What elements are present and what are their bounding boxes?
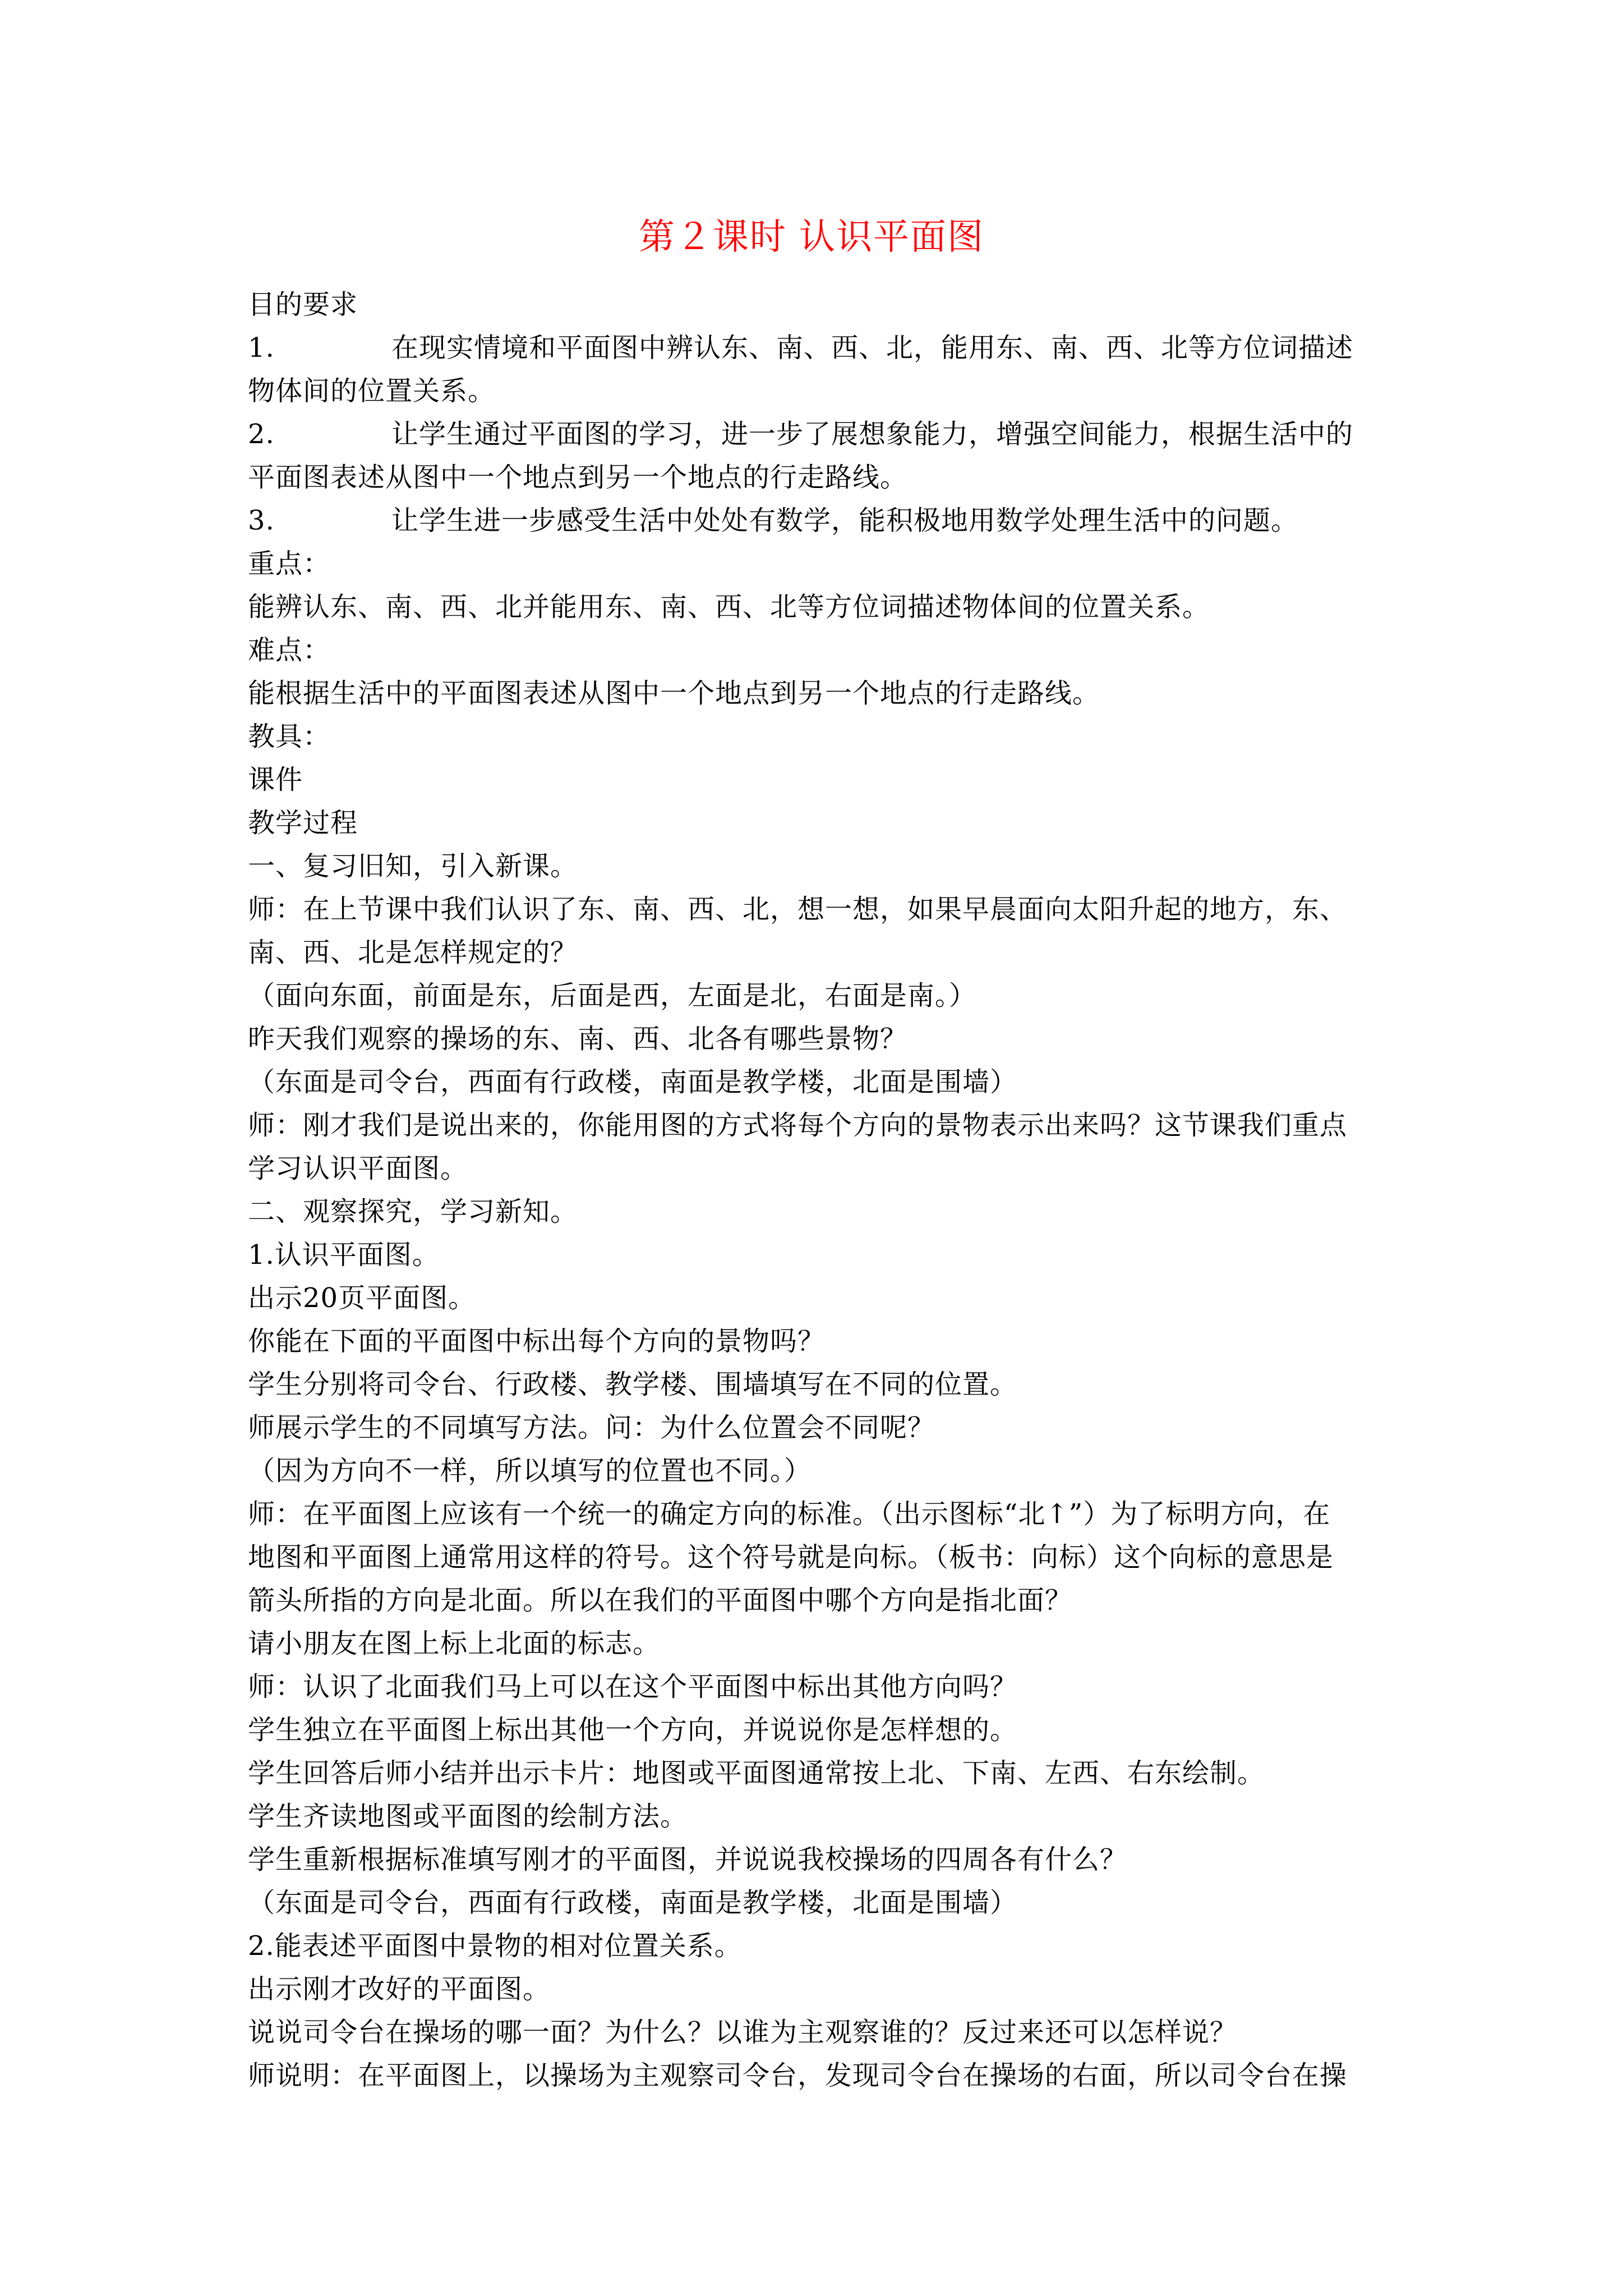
text-line: 师：在平面图上应该有一个统一的确定方向的标准。（出示图标“北↑”）为了标明方向，在	[248, 1498, 1331, 1530]
text-line: 能辨认东、南、西、北并能用东、南、西、北等方位词描述物体间的位置关系。	[248, 591, 1210, 623]
text-line: 出示20页平面图。	[248, 1282, 476, 1314]
text-line: 师：在上节课中我们认识了东、南、西、北，想一想，如果早晨面向太阳升起的地方，东、	[248, 894, 1348, 925]
list-text: 让学生进一步感受生活中处处有数学，能积极地用数学处理生活中的问题。	[391, 505, 1299, 536]
text-line: 学生齐读地图或平面图的绘制方法。	[248, 1801, 688, 1832]
text-line: 箭头所指的方向是北面。所以在我们的平面图中哪个方向是指北面？	[248, 1585, 1073, 1616]
text-line: 师说明：在平面图上，以操场为主观察司令台，发现司令台在操场的右面，所以司令台在操	[248, 2060, 1348, 2091]
text-line: （东面是司令台，西面有行政楼，南面是教学楼，北面是围墙）	[248, 1887, 1018, 1918]
list-number: 2.	[248, 418, 275, 450]
text-line: 学生独立在平面图上标出其他一个方向，并说说你是怎样想的。	[248, 1714, 1018, 1746]
text-line: 二、观察探究，学习新知。	[248, 1196, 578, 1227]
numbered-line	[248, 326, 1392, 370]
list-number: 3.	[248, 505, 275, 536]
text-line: 师：刚才我们是说出来的，你能用图的方式将每个方向的景物表示出来吗？这节课我们重点	[248, 1110, 1348, 1141]
text-line: 说说司令台在操场的哪一面？为什么？以谁为主观察谁的？反过来还可以怎样说？	[248, 2017, 1238, 2048]
text-line: 物体间的位置关系。	[248, 375, 496, 407]
text-line: 学生回答后师小结并出示卡片：地图或平面图通常按上北、下南、左西、右东绘制。	[248, 1757, 1265, 1789]
text-line: （东面是司令台，西面有行政楼，南面是教学楼，北面是围墙）	[248, 1066, 1018, 1098]
text-line: 地图和平面图上通常用这样的符号。这个符号就是向标。（板书：向标）这个向标的意思是	[248, 1542, 1334, 1573]
numbered-line	[248, 413, 1392, 456]
text-line: 学习认识平面图。	[248, 1153, 468, 1184]
text-line: 课件	[248, 764, 303, 795]
text-line: 目的要求	[248, 289, 358, 320]
numbered-line	[248, 499, 1392, 542]
text-line: 一、复习旧知，引入新课。	[248, 850, 578, 882]
text-line: 学生分别将司令台、行政楼、教学楼、围墙填写在不同的位置。	[248, 1369, 1018, 1400]
text-line: （面向东面，前面是东，后面是西，左面是北，右面是南。）	[248, 980, 977, 1011]
text-line: 难点：	[248, 634, 331, 666]
text-line: （因为方向不一样，所以填写的位置也不同。）	[248, 1455, 812, 1487]
document-title: 第２课时 认识平面图	[638, 217, 985, 258]
text-line: 你能在下面的平面图中标出每个方向的景物吗？	[248, 1326, 826, 1357]
text-line: 南、西、北是怎样规定的？	[248, 937, 578, 968]
text-line: 能根据生活中的平面图表述从图中一个地点到另一个地点的行走路线。	[248, 678, 1100, 709]
text-line: 1.认识平面图。	[248, 1239, 440, 1271]
list-number: 1.	[248, 332, 275, 364]
text-line: 重点：	[248, 548, 331, 579]
text-line: 师展示学生的不同填写方法。问：为什么位置会不同呢？	[248, 1412, 935, 1443]
text-line: 出示刚才改好的平面图。	[248, 1973, 551, 2005]
list-text: 让学生通过平面图的学习，进一步了展想象能力，增强空间能力，根据生活中的	[391, 418, 1354, 450]
text-line: 2.能表述平面图中景物的相对位置关系。	[248, 1930, 742, 1962]
list-text: 在现实情境和平面图中辨认东、南、西、北，能用东、南、西、北等方位词描述	[391, 332, 1354, 364]
text-line: 师：认识了北面我们马上可以在这个平面图中标出其他方向吗？	[248, 1671, 1018, 1703]
text-line: 教具：	[248, 721, 331, 752]
text-line: 请小朋友在图上标上北面的标志。	[248, 1628, 661, 1659]
text-line: 昨天我们观察的操场的东、南、西、北各有哪些景物？	[248, 1023, 908, 1055]
text-line: 教学过程	[248, 807, 358, 839]
text-line: 平面图表述从图中一个地点到另一个地点的行走路线。	[248, 462, 908, 493]
text-line: 学生重新根据标准填写刚才的平面图，并说说我校操场的四周各有什么？	[248, 1844, 1128, 1875]
document-body	[248, 283, 1392, 2097]
